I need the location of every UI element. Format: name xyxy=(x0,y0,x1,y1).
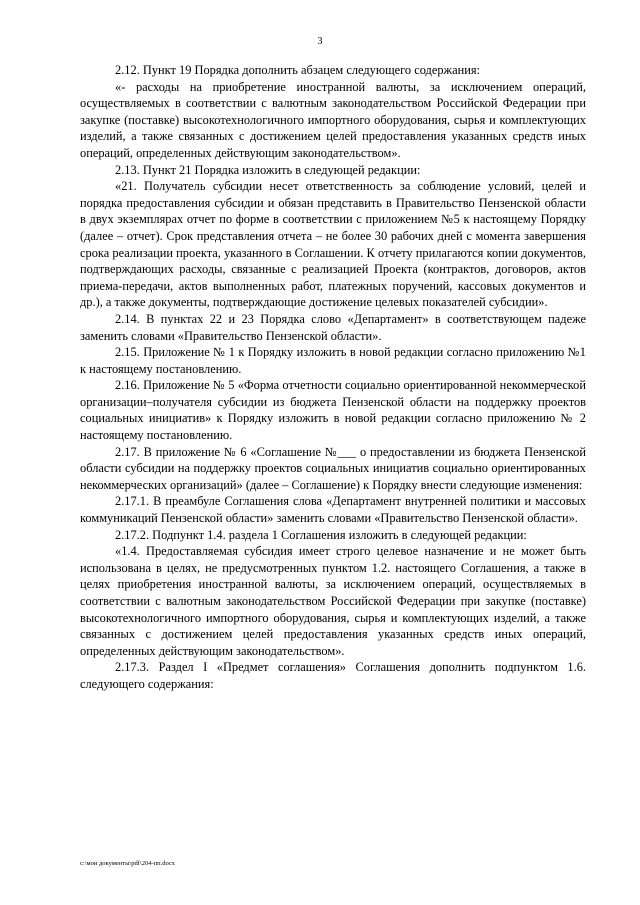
paragraph-2-17-2: 2.17.2. Подпункт 1.4. раздела 1 Соглашения изложить в следующей редакции: xyxy=(115,527,527,542)
paragraph-2-13: 2.13. Пункт 21 Порядка изложить в следующей редакции: xyxy=(115,162,421,177)
paragraph-2-14: 2.14. В пунктах 22 и 23 Порядка слово «Департамент» в соответствующем падеже заменить словами «Правительство Пензенской области». xyxy=(80,311,586,343)
document-body xyxy=(80,62,586,693)
paragraph-2-12-text: «- расходы на приобретение иностранной валюты, за исключением операций, осуществляемых в соответствии с валютным законодательством Российской Федерации при закупке (поставке) высокотехнологичного импортного оборудования, сырья и комплектующих изделий, а также связанных с достижением целей предоставления указанных средств иных операций, определенных действующим законодательством». xyxy=(80,79,586,160)
page-number: 3 xyxy=(317,36,323,47)
paragraph-2-17: 2.17. В приложение № 6 «Соглашение №___ о предоставлении из бюджета Пензенской области субсидии на поддержку проектов социальных инициатив социально ориентированных некоммерческих организаций» (далее – Соглашение) к Порядку внести следующие изменения: xyxy=(80,444,586,492)
paragraph-2-15: 2.15. Приложение № 1 к Порядку изложить в новой редакции согласно приложению №1 к настоящему постановлению. xyxy=(80,345,586,376)
paragraph-2-17-1: 2.17.1. В преамбуле Соглашения слова «Департамент внутренней политики и массовых коммуникаций Пензенской области» заменить словами «Правительство Пензенской области». xyxy=(80,494,586,526)
paragraph-2-13-text: «21. Получатель субсидии несет ответственность за соблюдение условий, целей и порядка предоставления субсидии и обязан представить в Правительство Пензенской области в двух экземплярах отчет по форме в соответствии с приложением №5 к настоящему Порядку (далее – отчет). Срок представления отчета – не более 30 рабочих дней с момента завершения срока реализации проекта, указанного в Соглашении. К отчету прилагаются копии документов, подтверждающих расходы, связанные с реализацией Проекта (контрактов, договоров, актов приема-передачи, актов выполненных работ, платежных поручений, кассовых документов и др.), а также документы, подтверждающие достижение целевых показателей субсидии». xyxy=(80,179,586,310)
paragraph-2-16: 2.16. Приложение № 5 «Форма отчетности социально ориентированной некоммерческой организации–получателя субсидии из бюджета Пензенской области на поддержку проектов социальных инициатив» к Порядку изложить в новой редакции согласно приложению № 2 настоящему постановлению. xyxy=(80,378,586,443)
paragraph-2-12: 2.12. Пункт 19 Порядка дополнить абзацем следующего содержания: xyxy=(115,63,481,77)
paragraph-2-17-3: 2.17.3. Раздел I «Предмет соглашения» Соглашения дополнить подпунктом 1.6. следующего содержания: xyxy=(80,660,586,691)
footer-file-path: c:\мои документы\pdf\204-пп.docx xyxy=(80,860,175,867)
paragraph-2-17-2-text: «1.4. Предоставляемая субсидия имеет строго целевое назначение и не может быть использована в целях, не предусмотренных пунктом 1.2. настоящего Соглашения, а также в целях приобретения иностранной валюты, за исключением операций, осуществляемых в соответствии с валютным законодательством Российской Федерации при закупке (поставке) высокотехнологичного импортного оборудования, сырья и комплектующих изделий, а также связанных с достижением целей предоставления указанных средств иных операций, определенных действующим законодательством». xyxy=(80,544,586,658)
